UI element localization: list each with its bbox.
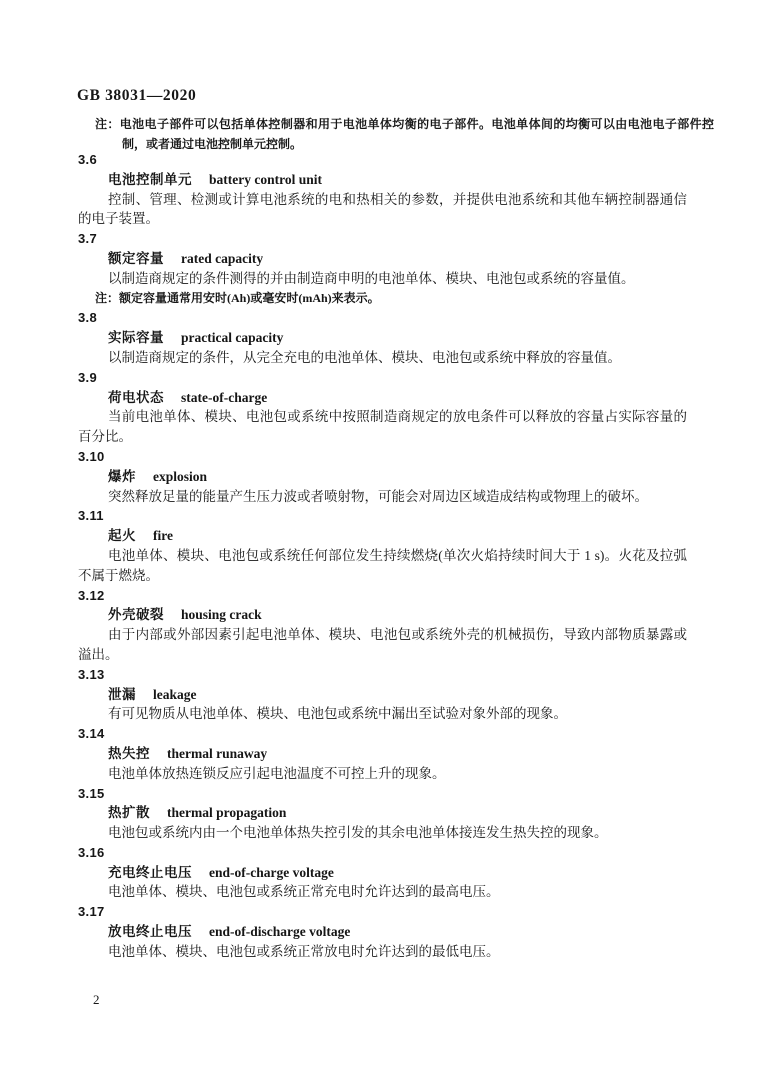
term-chinese: 实际容量 xyxy=(108,330,164,346)
term-english: thermal propagation xyxy=(167,805,287,821)
term-section xyxy=(78,229,687,308)
term-heading xyxy=(78,170,687,190)
term-section xyxy=(78,150,687,229)
section-number: 3.14 xyxy=(78,726,105,742)
section-number: 3.12 xyxy=(78,587,105,603)
term-chinese: 充电终止电压 xyxy=(108,864,192,880)
term-english: end-of-discharge voltage xyxy=(209,924,351,940)
term-heading xyxy=(78,803,687,823)
term-chinese: 爆炸 xyxy=(108,468,136,484)
term-section xyxy=(78,784,687,843)
section-number: 3.15 xyxy=(78,785,105,801)
section-number: 3.17 xyxy=(78,904,105,920)
term-definition: 电池单体、模块、电池包或系统任何部位发生持续燃烧(单次火焰持续时间大于 1 s)。火花及拉弧不属于燃烧。 xyxy=(78,547,687,583)
term-definition: 以制造商规定的条件，从完全充电的电池单体、模块、电池包或系统中释放的容量值。 xyxy=(108,349,621,365)
term-heading xyxy=(78,922,687,942)
term-note: 注：额定容量通常用安时(Ah)或毫安时(mAh)来表示。 xyxy=(95,290,380,305)
term-section xyxy=(78,586,687,665)
section-number: 3.9 xyxy=(78,369,97,385)
term-chinese: 热失控 xyxy=(108,745,150,761)
section-number: 3.11 xyxy=(78,508,104,524)
term-chinese: 放电终止电压 xyxy=(108,924,192,940)
terms-sections xyxy=(78,150,687,962)
term-chinese: 荷电状态 xyxy=(108,389,164,405)
term-heading xyxy=(78,605,687,625)
section-number: 3.16 xyxy=(78,844,105,860)
term-definition: 以制造商规定的条件测得的并由制造商申明的电池单体、模块、电池包或系统的容量值。 xyxy=(108,270,635,286)
term-english: rated capacity xyxy=(181,250,264,266)
term-english: housing crack xyxy=(181,607,262,623)
term-heading xyxy=(78,685,687,705)
term-definition: 电池包或系统内由一个电池单体热失控引发的其余电池单体接连发生热失控的现象。 xyxy=(108,825,608,841)
term-definition: 控制、管理、检测或计算电池系统的电和热相关的参数，并提供电池系统和其他车辆控制器通信的电子装置。 xyxy=(78,191,687,227)
term-definition: 电池单体放热连锁反应引起电池温度不可控上升的现象。 xyxy=(108,765,446,781)
page-number: 2 xyxy=(93,992,101,1007)
section-number: 3.7 xyxy=(78,231,97,247)
term-definition: 当前电池单体、模块、电池包或系统中按照制造商规定的放电条件可以释放的容量占实际容量的百分比。 xyxy=(78,409,687,445)
term-english: state-of-charge xyxy=(181,389,268,405)
term-definition: 由于内部或外部因素引起电池单体、模块、电池包或系统外壳的机械损伤，导致内部物质暴露或溢出。 xyxy=(78,627,687,662)
term-section xyxy=(78,724,687,783)
term-chinese: 额定容量 xyxy=(108,250,164,266)
term-heading xyxy=(78,388,687,408)
term-english: end-of-charge voltage xyxy=(209,864,334,880)
term-heading xyxy=(78,526,687,546)
term-section xyxy=(78,447,687,506)
term-section xyxy=(78,665,687,724)
term-definition: 电池单体、模块、电池包或系统正常充电时允许达到的最高电压。 xyxy=(108,884,500,900)
term-english: leakage xyxy=(153,686,197,702)
term-chinese: 热扩散 xyxy=(108,805,150,821)
term-definition: 突然释放足量的能量产生压力波或者喷射物，可能会对周边区域造成结构或物理上的破坏。 xyxy=(108,488,648,504)
battery-electronics-note: 注：电池电子部件可以包括单体控制器和用于电池单体均衡的电子部件。电池单体间的均衡可以由电池电子部件控制，或者通过电池控制单元控制。 xyxy=(95,117,714,151)
term-section xyxy=(78,506,687,585)
term-english: explosion xyxy=(153,468,208,484)
term-chinese: 起火 xyxy=(108,528,136,544)
term-heading xyxy=(78,328,687,348)
term-english: practical capacity xyxy=(181,330,284,346)
section-number: 3.13 xyxy=(78,666,105,682)
term-chinese: 泄漏 xyxy=(108,686,136,702)
term-section xyxy=(78,843,687,902)
term-section xyxy=(78,902,687,961)
section-number: 3.10 xyxy=(78,448,105,464)
term-heading xyxy=(78,744,687,764)
term-definition: 电池单体、模块、电池包或系统正常放电时允许达到的最低电压。 xyxy=(108,943,500,959)
term-chinese: 外壳破裂 xyxy=(108,607,164,623)
term-chinese: 电池控制单元 xyxy=(108,171,192,187)
term-section xyxy=(78,368,687,447)
term-english: fire xyxy=(153,528,173,544)
section-number: 3.6 xyxy=(78,152,97,167)
term-heading xyxy=(78,863,687,883)
term-definition: 有可见物质从电池单体、模块、电池包或系统中漏出至试验对象外部的现象。 xyxy=(108,706,567,722)
term-heading xyxy=(78,249,687,269)
section-number: 3.8 xyxy=(78,310,97,326)
standard-number-header: GB 38031—2020 xyxy=(77,87,197,104)
term-section xyxy=(78,308,687,367)
term-heading xyxy=(78,467,687,487)
term-english: thermal runaway xyxy=(167,745,268,761)
term-english: battery control unit xyxy=(209,171,322,187)
